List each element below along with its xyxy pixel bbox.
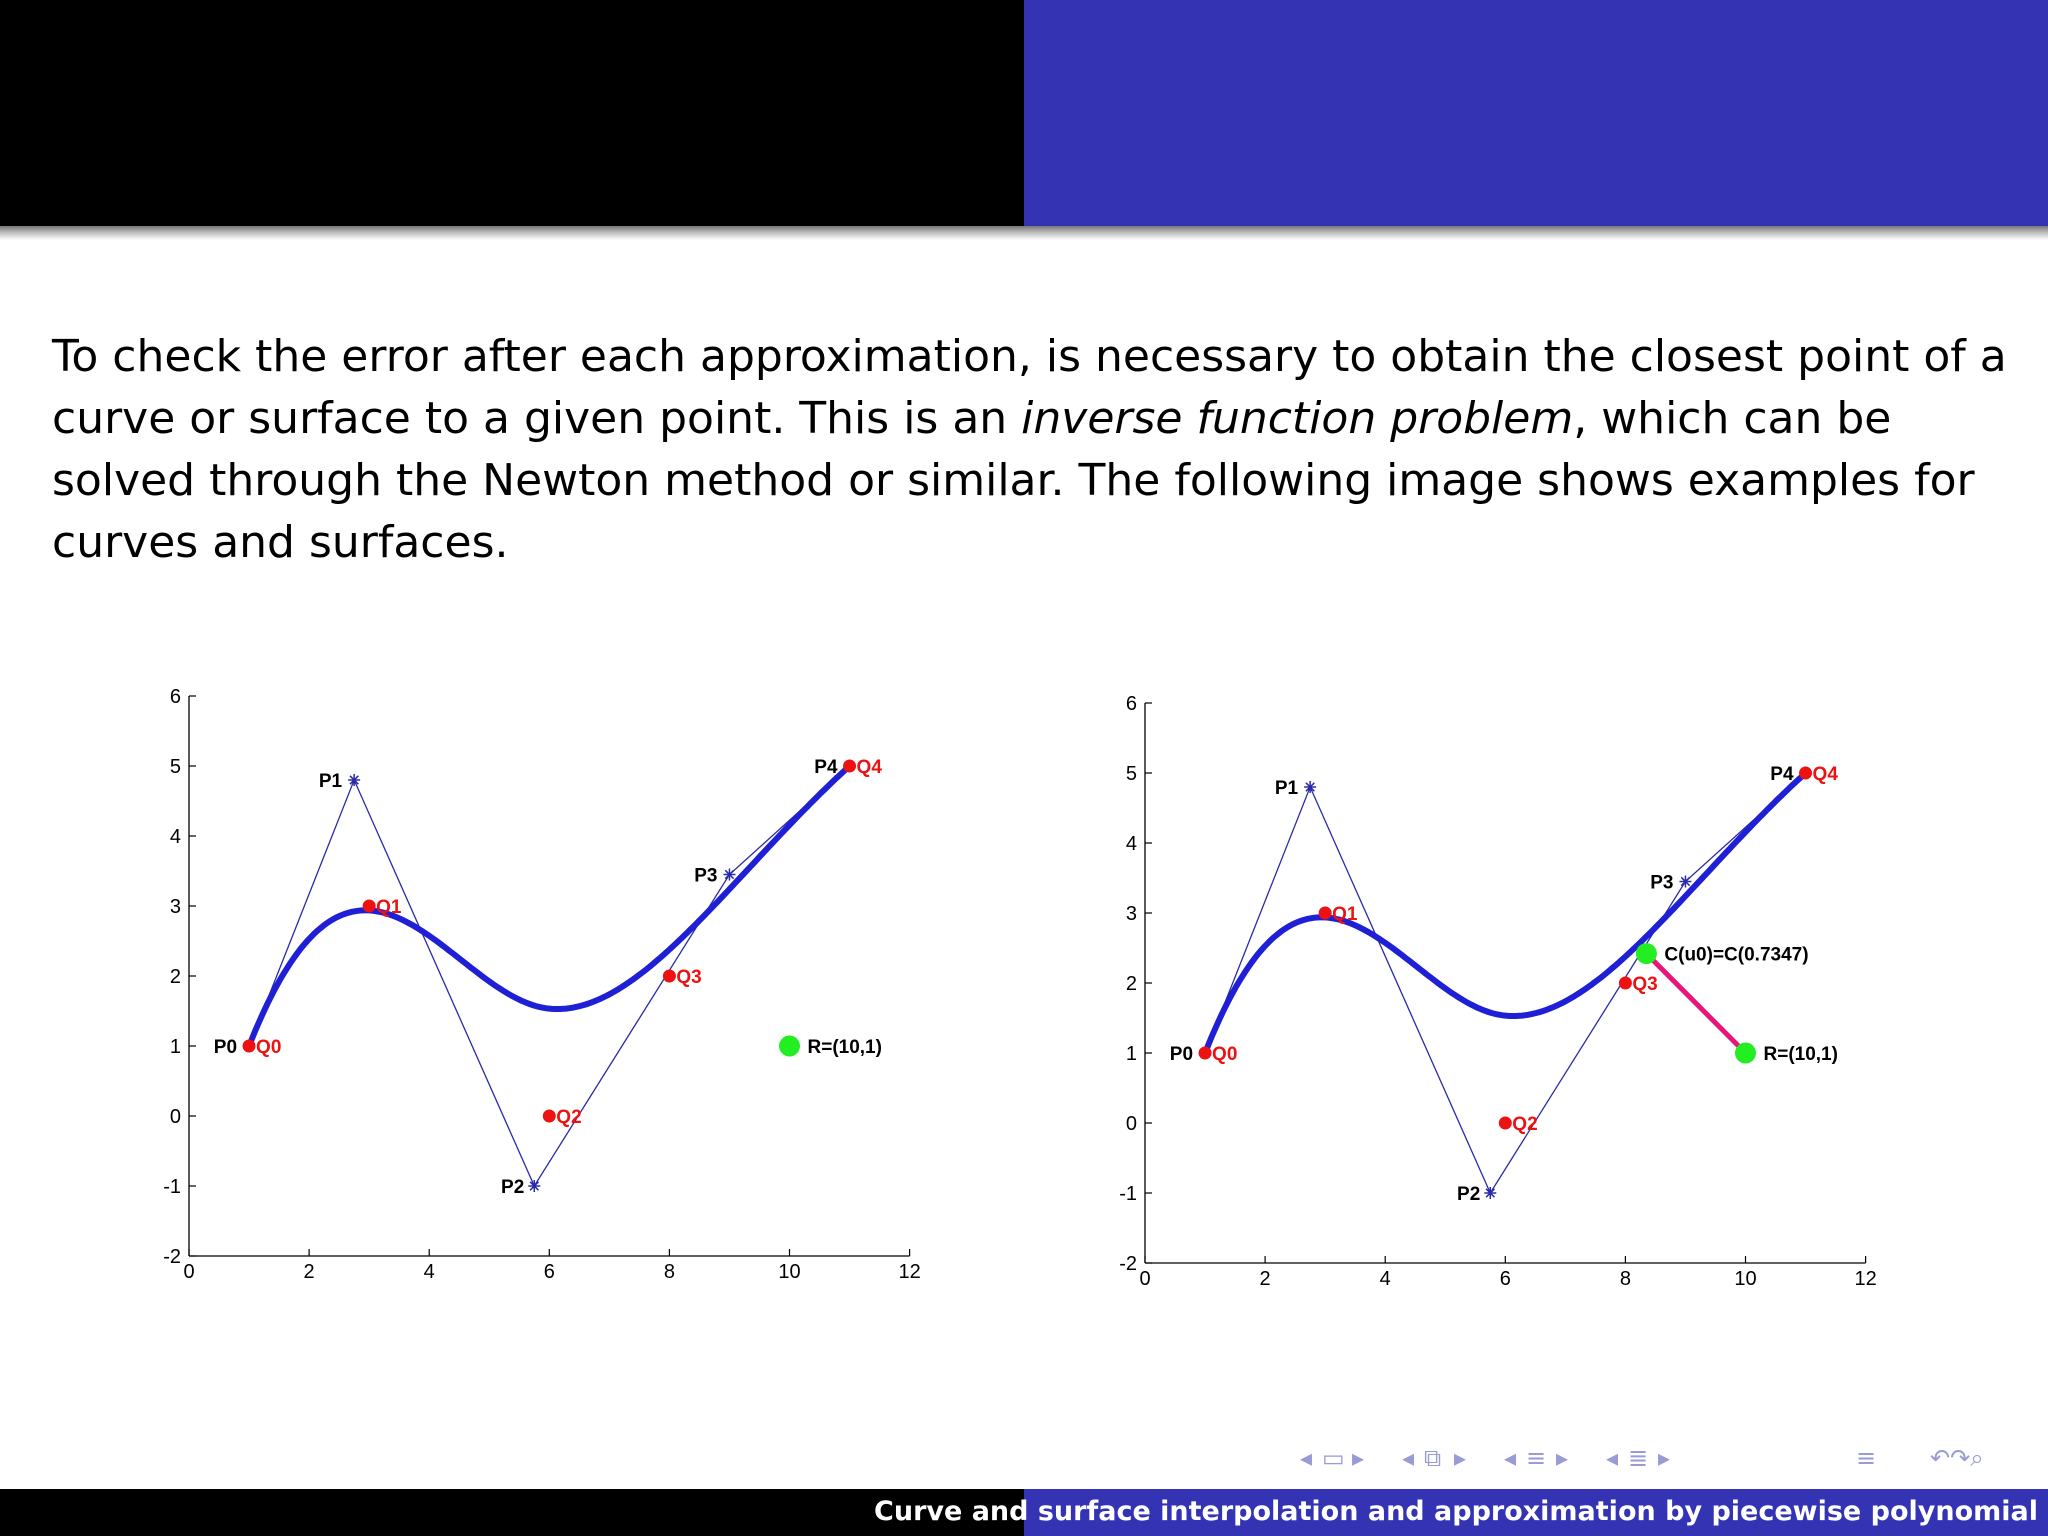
- control-point-label: P1: [318, 771, 343, 792]
- x-tick-label: 8: [663, 1261, 675, 1283]
- control-point-label: P4: [814, 757, 838, 778]
- y-tick-label: -1: [163, 1176, 181, 1198]
- nav-left-arrow-icon[interactable]: ◂: [1300, 1444, 1313, 1472]
- control-point-marker: [1679, 876, 1691, 888]
- nav-right-arrow-icon[interactable]: ▸: [1352, 1444, 1365, 1472]
- data-point-label: Q3: [1632, 974, 1658, 995]
- y-tick-label: 0: [1125, 1113, 1137, 1135]
- y-tick-label: 1: [169, 1036, 181, 1058]
- control-point-marker: [1484, 1187, 1496, 1199]
- x-tick-label: 6: [543, 1261, 555, 1283]
- x-tick-label: 12: [898, 1261, 921, 1283]
- nav-menu-icon[interactable]: ≡: [1856, 1444, 1877, 1472]
- y-tick-label: 0: [169, 1106, 181, 1128]
- y-tick-label: -2: [1119, 1253, 1137, 1275]
- bspline-curve: [249, 766, 849, 1046]
- nav-subsection-icon[interactable]: ⧉: [1424, 1444, 1442, 1472]
- slide-paragraph: [52, 326, 2012, 574]
- paragraph-text-start: To check the error after each approximation, is necessary to obtain the closest point of a curve or surface to a given point. This is an: [52, 331, 2007, 444]
- control-point-label: P3: [1650, 872, 1674, 894]
- data-point-label: Q2: [556, 1107, 582, 1128]
- plot-curve-right: [1079, 688, 2014, 1308]
- x-tick-label: 10: [1734, 1268, 1757, 1290]
- data-point: [543, 1110, 556, 1123]
- x-tick-label: 2: [303, 1261, 315, 1283]
- control-point-label: P0: [213, 1037, 238, 1058]
- y-tick-label: 2: [1125, 973, 1137, 995]
- control-point-label: P3: [694, 865, 718, 887]
- y-tick-label: 1: [1125, 1043, 1137, 1065]
- header-bar: [0, 0, 2048, 226]
- control-point-marker: [1304, 781, 1316, 793]
- y-tick-label: 3: [169, 896, 181, 918]
- x-tick-label: 0: [1139, 1268, 1151, 1290]
- control-point-label: P2: [501, 1177, 525, 1198]
- nav-document-icon[interactable]: ≣: [1628, 1444, 1649, 1472]
- y-tick-label: 5: [169, 756, 181, 778]
- y-tick-label: 3: [1125, 903, 1137, 925]
- data-point: [243, 1040, 256, 1053]
- plot-curve-left: [120, 680, 950, 1300]
- footer-bar: [0, 1489, 2048, 1536]
- data-point-label: Q0: [1212, 1044, 1238, 1065]
- nav-frame-icon[interactable]: ▭: [1322, 1444, 1345, 1472]
- data-point: [363, 900, 376, 913]
- target-point-label: R=(10,1): [807, 1037, 882, 1058]
- nav-left-arrow-icon[interactable]: ◂: [1402, 1444, 1415, 1472]
- x-tick-label: 8: [1619, 1268, 1631, 1290]
- control-point-label: P2: [1457, 1184, 1481, 1205]
- nav-right-arrow-icon[interactable]: ▸: [1658, 1444, 1671, 1472]
- x-tick-label: 4: [423, 1261, 435, 1283]
- x-tick-label: 6: [1499, 1268, 1511, 1290]
- control-point-marker: [348, 774, 360, 786]
- data-point: [663, 970, 676, 983]
- y-tick-label: 6: [1125, 693, 1137, 715]
- data-point: [1619, 977, 1632, 990]
- nav-search-icon[interactable]: ↶↷⌕: [1930, 1444, 1984, 1472]
- bspline-curve: [1205, 773, 1809, 1053]
- footer-right: [874, 1489, 2048, 1536]
- paragraph-emphasis: inverse function problem: [1021, 393, 1574, 444]
- y-tick-label: 2: [169, 966, 181, 988]
- x-tick-label: 0: [183, 1261, 195, 1283]
- nav-right-arrow-icon[interactable]: ▸: [1556, 1444, 1569, 1472]
- data-point-label: Q1: [1332, 904, 1358, 925]
- data-point: [1199, 1047, 1212, 1060]
- target-point: [779, 1036, 800, 1057]
- y-tick-label: 4: [1125, 833, 1137, 855]
- target-point-label: R=(10,1): [1763, 1044, 1838, 1065]
- control-point-label: P4: [1770, 764, 1794, 785]
- footer-left: [0, 1489, 1024, 1536]
- data-point-label: Q2: [1512, 1114, 1538, 1135]
- x-tick-label: 2: [1259, 1268, 1271, 1290]
- data-point-label: Q1: [376, 897, 402, 918]
- footer-title: Curve and surface interpolation and approximation by piecewise polynomial: [874, 1496, 2038, 1527]
- control-point-label: P1: [1274, 778, 1299, 799]
- closest-point: [1636, 943, 1657, 964]
- nav-left-arrow-icon[interactable]: ◂: [1606, 1444, 1619, 1472]
- control-point-label: P0: [1169, 1044, 1194, 1065]
- data-point: [1319, 907, 1332, 920]
- data-point: [1499, 1117, 1512, 1130]
- header-accent: [1024, 0, 2048, 226]
- distance-line: [1646, 954, 1745, 1053]
- control-polygon: [249, 766, 850, 1186]
- x-tick-label: 4: [1379, 1268, 1391, 1290]
- header-shadow: [0, 226, 2048, 240]
- paragraph-text-end: , which can be solved through the Newton method or similar. The following image shows examples for curves and surfaces.: [52, 393, 1975, 568]
- closest-point-label: C(u0)=C(0.7347): [1664, 944, 1809, 966]
- nav-section-icon[interactable]: ≡: [1526, 1444, 1547, 1472]
- target-point: [1735, 1043, 1756, 1064]
- data-point-label: Q0: [256, 1037, 282, 1058]
- data-point: [1799, 767, 1812, 780]
- data-point-label: Q4: [1812, 764, 1838, 785]
- data-point: [843, 760, 856, 773]
- data-point-label: Q4: [856, 757, 882, 778]
- nav-left-arrow-icon[interactable]: ◂: [1504, 1444, 1517, 1472]
- x-tick-label: 10: [778, 1261, 801, 1283]
- y-tick-label: -2: [163, 1246, 181, 1268]
- control-polygon: [1205, 773, 1809, 1193]
- section-navigation: [0, 0, 1024, 226]
- control-point-marker: [528, 1180, 540, 1192]
- y-tick-label: 5: [1125, 763, 1137, 785]
- data-point-label: Q3: [676, 967, 702, 988]
- x-tick-label: 12: [1854, 1268, 1877, 1290]
- y-tick-label: 6: [169, 686, 181, 708]
- y-tick-label: 4: [169, 826, 181, 848]
- beamer-navigation: [1300, 1444, 2040, 1478]
- nav-right-arrow-icon[interactable]: ▸: [1454, 1444, 1467, 1472]
- y-tick-label: -1: [1119, 1183, 1137, 1205]
